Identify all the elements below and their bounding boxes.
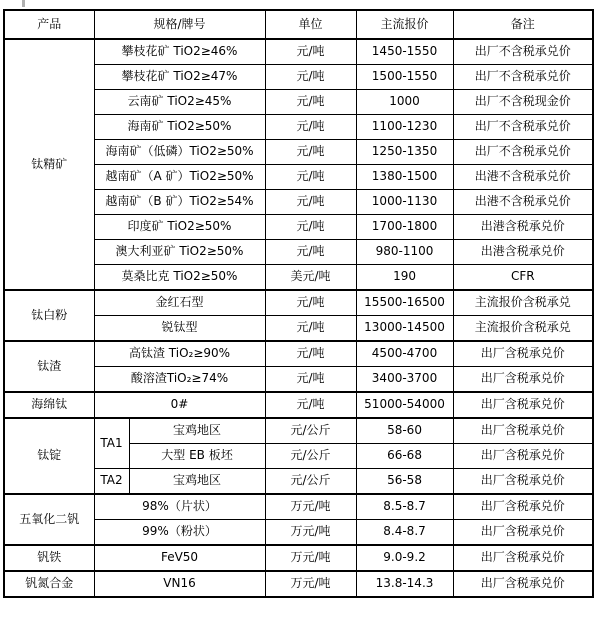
cell-price: 3400-3700: [356, 367, 453, 393]
column-header-note: 备注: [453, 10, 593, 39]
cell-unit: 元/吨: [265, 316, 356, 342]
cell-note: 出港含税承兑价: [453, 240, 593, 265]
cell-note: 出厂不含税现金价: [453, 90, 593, 115]
cell-price: 56-58: [356, 469, 453, 495]
cell-note: 出港不含税承兑价: [453, 190, 593, 215]
cell-unit: 元/吨: [265, 367, 356, 393]
cell-price: 8.5-8.7: [356, 494, 453, 520]
cell-spec: 海南矿 TiO2≥50%: [94, 115, 265, 140]
cell-note: 出厂含税承兑价: [453, 520, 593, 546]
cell-price: 4500-4700: [356, 341, 453, 367]
cell-unit: 元/公斤: [265, 469, 356, 495]
header-row: [4, 10, 593, 39]
cell-note: 出厂含税承兑价: [453, 444, 593, 469]
cell-note: 出厂含税承兑价: [453, 571, 593, 597]
cell-spec: 酸溶渣TiO₂≥74%: [94, 367, 265, 393]
cell-note: 出厂含税承兑价: [453, 469, 593, 495]
cell-unit: 美元/吨: [265, 265, 356, 291]
cell-spec: 大型 EB 板坯: [129, 444, 265, 469]
cell-price: 51000-54000: [356, 392, 453, 418]
cell-note: 主流报价含税承兑: [453, 290, 593, 316]
table-row: [4, 571, 593, 597]
cell-spec: 98%（片状）: [94, 494, 265, 520]
cell-price: 1700-1800: [356, 215, 453, 240]
cell-spec: 宝鸡地区: [129, 418, 265, 444]
cell-product: 五氧化二钒: [4, 494, 94, 545]
cell-note: 出厂含税承兑价: [453, 367, 593, 393]
cell-unit: 万元/吨: [265, 494, 356, 520]
table-body: [4, 39, 593, 597]
cell-price: 1000-1130: [356, 190, 453, 215]
cell-unit: 元/吨: [265, 341, 356, 367]
cell-price: 58-60: [356, 418, 453, 444]
cell-price: 13000-14500: [356, 316, 453, 342]
table-row: [4, 341, 593, 367]
cell-product: 钛渣: [4, 341, 94, 392]
cell-product: 钒氮合金: [4, 571, 94, 597]
cell-unit: 万元/吨: [265, 545, 356, 571]
cell-unit: 元/吨: [265, 215, 356, 240]
cell-spec: 澳大利亚矿 TiO2≥50%: [94, 240, 265, 265]
cell-spec: 越南矿（A 矿）TiO2≥50%: [94, 165, 265, 190]
cell-product: 钛精矿: [4, 39, 94, 290]
cell-price: 15500-16500: [356, 290, 453, 316]
cell-spec: 99%（粉状）: [94, 520, 265, 546]
cell-unit: 元/吨: [265, 65, 356, 90]
cell-note: 出厂不含税承兑价: [453, 140, 593, 165]
cell-product: 钛白粉: [4, 290, 94, 341]
cell-unit: 元/吨: [265, 190, 356, 215]
cell-note: 出港不含税承兑价: [453, 165, 593, 190]
cell-product: 钛锭: [4, 418, 94, 494]
cell-price: 1000: [356, 90, 453, 115]
cell-spec: VN16: [94, 571, 265, 597]
cell-price: 980-1100: [356, 240, 453, 265]
cell-price: 1500-1550: [356, 65, 453, 90]
table-row: [4, 494, 593, 520]
cell-grade: TA2: [94, 469, 129, 495]
cell-note: 出厂含税承兑价: [453, 418, 593, 444]
cell-unit: 元/公斤: [265, 418, 356, 444]
cell-note: 出厂含税承兑价: [453, 341, 593, 367]
cell-unit: 元/吨: [265, 39, 356, 65]
cell-note: 出厂不含税承兑价: [453, 115, 593, 140]
cell-unit: 元/吨: [265, 240, 356, 265]
cell-spec: FeV50: [94, 545, 265, 571]
column-header-spec: 规格/牌号: [94, 10, 265, 39]
table-row: [4, 39, 593, 65]
column-header-price: 主流报价: [356, 10, 453, 39]
cell-unit: 元/吨: [265, 90, 356, 115]
cell-spec: 攀枝花矿 TiO2≥47%: [94, 65, 265, 90]
cell-product: 海绵钛: [4, 392, 94, 418]
column-header-unit: 单位: [265, 10, 356, 39]
cell-price: 9.0-9.2: [356, 545, 453, 571]
cell-price: 1450-1550: [356, 39, 453, 65]
table-row: [4, 545, 593, 571]
cell-spec: 锐钛型: [94, 316, 265, 342]
table-row: [4, 392, 593, 418]
cell-spec: 高钛渣 TiO₂≥90%: [94, 341, 265, 367]
cell-price: 190: [356, 265, 453, 291]
cell-note: 出厂含税承兑价: [453, 494, 593, 520]
cell-unit: 元/吨: [265, 165, 356, 190]
cell-spec: 宝鸡地区: [129, 469, 265, 495]
cell-price: 8.4-8.7: [356, 520, 453, 546]
cell-spec: 金红石型: [94, 290, 265, 316]
cell-unit: 元/吨: [265, 140, 356, 165]
cell-unit: 元/公斤: [265, 444, 356, 469]
cell-note: 出厂不含税承兑价: [453, 39, 593, 65]
cell-unit: 万元/吨: [265, 520, 356, 546]
table-row: [4, 290, 593, 316]
cell-spec: 海南矿（低磷）TiO2≥50%: [94, 140, 265, 165]
cell-note: 出厂不含税承兑价: [453, 65, 593, 90]
cell-unit: 元/吨: [265, 392, 356, 418]
cell-spec: 0#: [94, 392, 265, 418]
cell-grade: TA1: [94, 418, 129, 469]
cell-product: 钒铁: [4, 545, 94, 571]
cell-unit: 元/吨: [265, 115, 356, 140]
cell-unit: 元/吨: [265, 290, 356, 316]
cell-price: 13.8-14.3: [356, 571, 453, 597]
column-header-product: 产品: [4, 10, 94, 39]
cell-price: 1380-1500: [356, 165, 453, 190]
cell-note: CFR: [453, 265, 593, 291]
cell-spec: 云南矿 TiO2≥45%: [94, 90, 265, 115]
cell-spec: 莫桑比克 TiO2≥50%: [94, 265, 265, 291]
cell-spec: 越南矿（B 矿）TiO2≥54%: [94, 190, 265, 215]
cell-note: 出厂含税承兑价: [453, 392, 593, 418]
text-cursor-artifact: [22, 0, 25, 7]
cell-note: 出港含税承兑价: [453, 215, 593, 240]
table-row: [4, 418, 593, 444]
cell-spec: 攀枝花矿 TiO2≥46%: [94, 39, 265, 65]
cell-note: 主流报价含税承兑: [453, 316, 593, 342]
price-table: [3, 9, 594, 598]
cell-note: 出厂含税承兑价: [453, 545, 593, 571]
cell-spec: 印度矿 TiO2≥50%: [94, 215, 265, 240]
cell-price: 66-68: [356, 444, 453, 469]
cell-price: 1100-1230: [356, 115, 453, 140]
cell-price: 1250-1350: [356, 140, 453, 165]
cell-unit: 万元/吨: [265, 571, 356, 597]
